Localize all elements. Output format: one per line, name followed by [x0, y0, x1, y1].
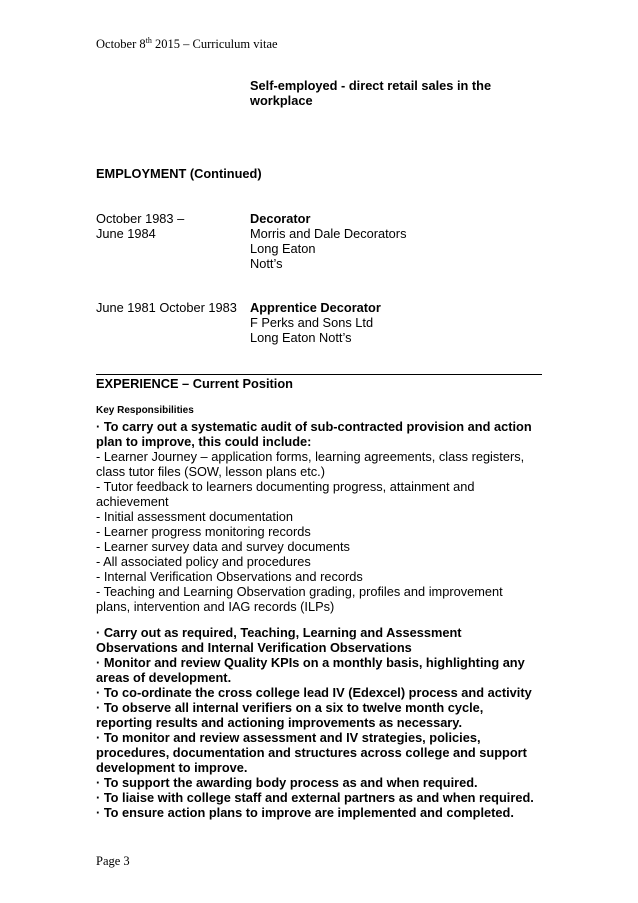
responsibilities-list-bold [96, 625, 542, 820]
responsibility-line: plan to improve, this could include: [96, 434, 312, 449]
job-detail: Morris and Dale Decorators [250, 226, 407, 241]
top-role-line: Self-employed - direct retail sales in the [250, 78, 492, 93]
responsibility-line: - Initial assessment documentation [96, 509, 294, 524]
responsibility-line: procedures, documentation and structures across college and support [96, 745, 527, 760]
top-role-line: workplace [250, 93, 313, 108]
page-header: October 8th 2015 – Curriculum vitae [96, 36, 278, 52]
responsibility-line: plans, intervention and IAG records (ILPs) [96, 599, 335, 614]
responsibility-line: · To monitor and review assessment and IV strategies, policies, [96, 730, 481, 745]
job-date-line: June 1984 [96, 226, 156, 241]
job-detail: Nott’s [250, 256, 283, 271]
responsibility-line: · To carry out a systematic audit of sub-contracted provision and action [96, 419, 532, 434]
responsibility-line: class tutor files (SOW, lesson plans etc.) [96, 464, 326, 479]
responsibility-line: Observations and Internal Verification Observations [96, 640, 412, 655]
responsibility-line: · Carry out as required, Teaching, Learning and Assessment [96, 625, 462, 640]
responsibility-line: · To co-ordinate the cross college lead IV (Edexcel) process and activity [96, 685, 532, 700]
employment-heading: EMPLOYMENT (Continued) [96, 166, 262, 181]
responsibility-line: - Learner survey data and survey documents [96, 539, 350, 554]
key-responsibilities-label: Key Responsibilities [96, 405, 194, 416]
job-detail: F Perks and Sons Ltd [250, 315, 374, 330]
job-entry [250, 211, 406, 271]
responsibility-line: · To observe all internal verifiers on a six to twelve month cycle, [96, 700, 484, 715]
page-footer: Page 3 [96, 854, 130, 868]
top-role [250, 78, 491, 108]
responsibility-line: - Tutor feedback to learners documenting progress, attainment and [96, 479, 475, 494]
responsibility-line: · To support the awarding body process as and when required. [96, 775, 478, 790]
section-divider [96, 374, 542, 375]
responsibility-line: - Internal Verification Observations and records [96, 569, 363, 584]
responsibility-line: reporting results and actioning improvements as necessary. [96, 715, 463, 730]
job-detail: Long Eaton Nott’s [250, 330, 352, 345]
responsibility-line: · To ensure action plans to improve are implemented and completed. [96, 805, 514, 820]
responsibility-line: · Monitor and review Quality KPIs on a monthly basis, highlighting any [96, 655, 525, 670]
job-dates: June 1981 October 1983 [96, 300, 237, 315]
job-detail: Long Eaton [250, 241, 316, 256]
responsibility-line: - All associated policy and procedures [96, 554, 311, 569]
job-title: Decorator [250, 211, 311, 226]
job-dates [96, 211, 184, 241]
experience-heading: EXPERIENCE – Current Position [96, 376, 293, 391]
responsibility-line: - Teaching and Learning Observation grading, profiles and improvement [96, 584, 503, 599]
job-date-line: October 1983 – [96, 211, 185, 226]
job-title: Apprentice Decorator [250, 300, 381, 315]
job-entry [250, 300, 381, 345]
responsibility-line: - Learner progress monitoring records [96, 524, 311, 539]
responsibilities-list [96, 419, 542, 614]
responsibility-line: · To liaise with college staff and external partners as and when required. [96, 790, 534, 805]
responsibility-line: achievement [96, 494, 169, 509]
responsibility-line: development to improve. [96, 760, 248, 775]
responsibility-line: areas of development. [96, 670, 232, 685]
responsibility-line: - Learner Journey – application forms, learning agreements, class registers, [96, 449, 525, 464]
